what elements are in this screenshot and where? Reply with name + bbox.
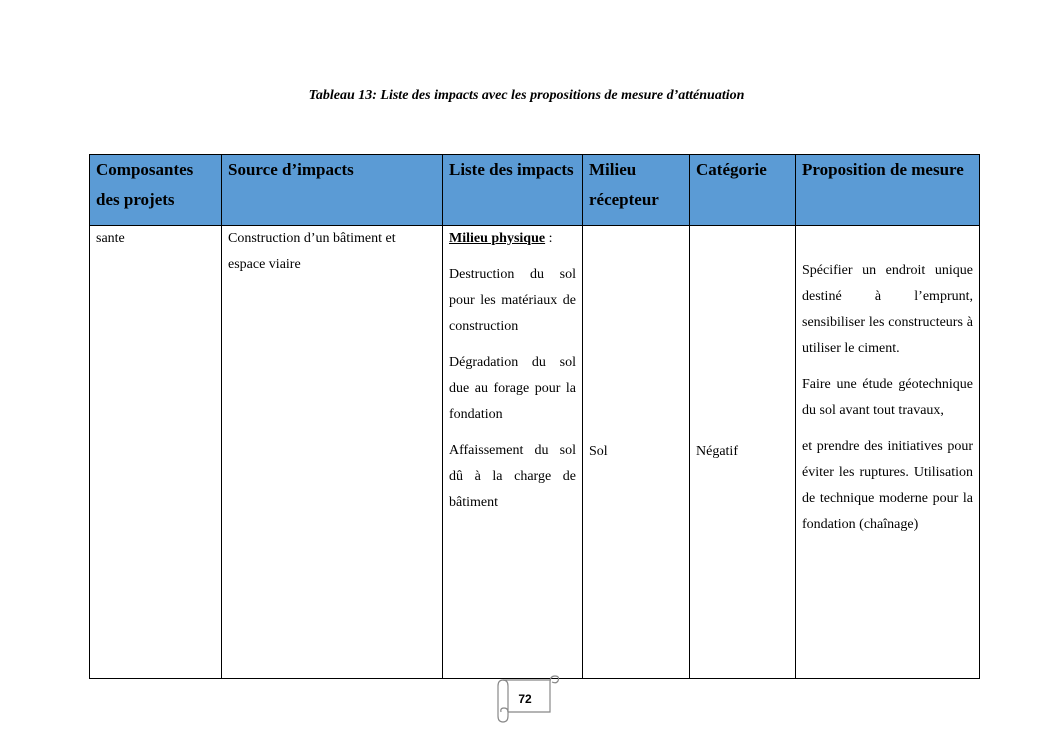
cell-impacts <box>443 226 583 679</box>
mesure-item: Faire une étude géotechnique du sol avant tout travaux, <box>802 377 973 418</box>
header-mesure: Proposition de mesure <box>796 155 980 226</box>
cell-composantes: sante <box>90 226 222 679</box>
mesure-item: Spécifier un endroit unique destiné à l’emprunt, sensibiliser les constructeurs à utiliser le ciment. <box>802 263 973 356</box>
table-caption: Tableau 13: Liste des impacts avec les propositions de mesure d’atténuation <box>308 88 745 103</box>
header-milieu: Milieu récepteur <box>583 155 690 226</box>
cell-categorie: Négatif <box>690 226 796 679</box>
cell-milieu: Sol <box>583 226 690 679</box>
mesure-item: et prendre des initiatives pour éviter les ruptures. Utilisation de technique moderne pour la fondation (chaînage) <box>802 439 973 532</box>
header-impacts: Liste des impacts <box>443 155 583 226</box>
impact-item: Affaissement du sol dû à la charge de bâtiment <box>449 443 576 510</box>
impacts-table <box>89 154 980 679</box>
header-source: Source d’impacts <box>222 155 443 226</box>
impact-item: Dégradation du sol due au forage pour la fondation <box>449 355 576 422</box>
cell-source: Construction d’un bâtiment et espace viaire <box>222 226 443 679</box>
header-composantes: Composantes des projets <box>90 155 222 226</box>
page-number: 72 <box>518 692 532 706</box>
impacts-heading <box>449 226 576 252</box>
impacts-title: Milieu physique <box>449 231 546 246</box>
table-row <box>90 226 980 679</box>
page-number-scroll <box>490 672 560 724</box>
table-header-row <box>90 155 980 226</box>
impact-item: Destruction du sol pour les matériaux de construction <box>449 267 576 334</box>
cell-mesures <box>796 226 980 679</box>
impacts-title-suffix: : <box>545 231 553 246</box>
header-categorie: Catégorie <box>690 155 796 226</box>
